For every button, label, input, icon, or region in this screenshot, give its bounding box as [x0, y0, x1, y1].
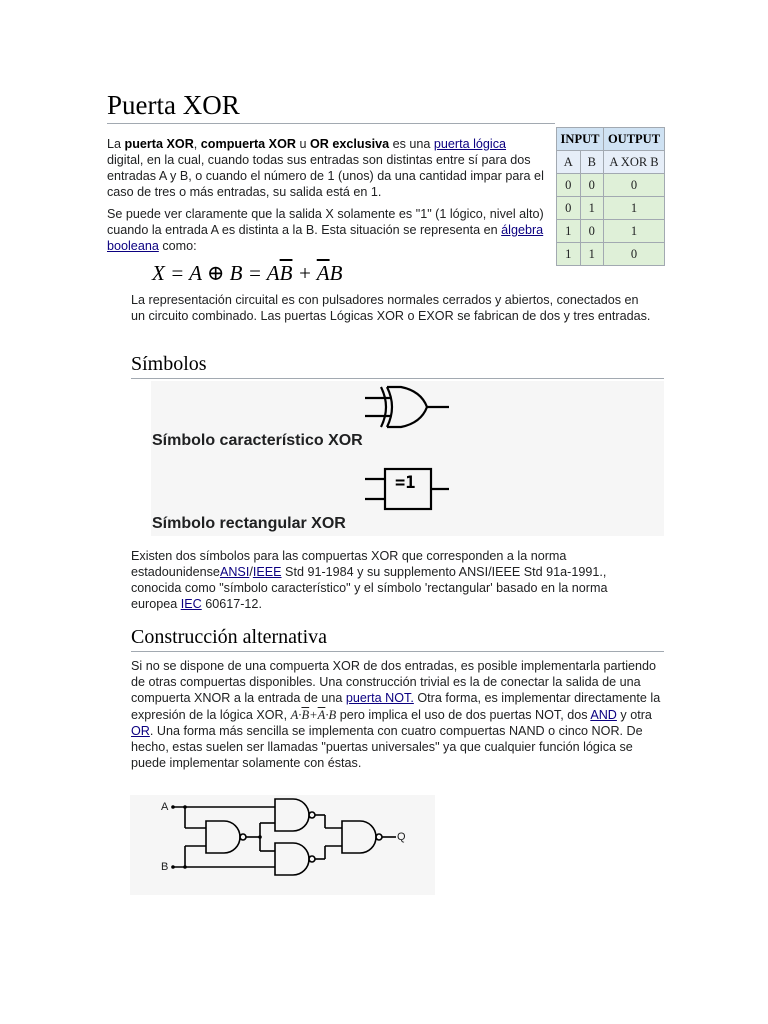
table-cell: 1 — [580, 243, 604, 266]
intro-text: digital, en la cual, cuando todas sus entradas son distintas entre sí para dos entradas A y B, o cuando el número de 1 (unos) da una cantidad impar para el caso de tres o más entradas, su salida está en 1. — [107, 153, 544, 199]
boolean-paragraph — [107, 206, 545, 254]
nand-circuit-diagram — [130, 795, 435, 895]
para-text: como: — [158, 239, 197, 253]
link-iec[interactable]: IEC — [180, 597, 202, 611]
section-heading-simbolos: Símbolos — [131, 353, 207, 375]
section-rule — [131, 378, 664, 379]
link-and[interactable]: AND — [590, 707, 617, 722]
table-cell: 1 — [580, 197, 604, 220]
table-cell: 0 — [580, 220, 604, 243]
table-cell: 1 — [604, 220, 665, 243]
table-cell: 0 — [557, 174, 581, 197]
table-cell: 1 — [557, 243, 581, 266]
circuit-label-q: Q — [397, 831, 406, 843]
table-header-input: INPUT — [557, 128, 604, 151]
intro-text: u — [295, 137, 310, 151]
link-or[interactable]: OR — [131, 723, 150, 738]
title-rule — [107, 123, 555, 124]
caption-rectangular: Símbolo rectangular XOR — [152, 515, 346, 532]
link-ieee[interactable]: IEEE — [252, 565, 282, 579]
truth-table — [556, 127, 665, 266]
table-row — [557, 243, 665, 266]
circuit-label-a: A — [161, 801, 169, 813]
intro-text: La — [107, 137, 125, 151]
para-text: Existen dos símbolos para las compuertas XOR que corresponden a la norma estadounidense — [131, 549, 567, 579]
link-ansi[interactable]: ANSI — [219, 565, 250, 579]
para-text: . Una forma más sencilla se implementa con cuatro compuertas NAND o cinco NOR. De hecho, estas suelen ser llamadas "puertas universales" ya que cualquier función lógica se puede implementar solamente con éstas. — [131, 723, 643, 771]
link-algebra-booleana[interactable]: álgebra booleana — [107, 223, 544, 253]
table-subheader: A XOR B — [604, 151, 665, 174]
para-text: pero implica el uso de dos puertas NOT, dos — [336, 707, 591, 722]
table-cell: 1 — [604, 197, 665, 220]
para-text: Otra forma, es implementar directamente la expresión de la lógica XOR, — [131, 691, 661, 722]
table-cell: 0 — [580, 174, 604, 197]
intro-paragraph — [107, 136, 545, 200]
symbols-box — [151, 381, 664, 536]
table-cell: 0 — [604, 243, 665, 266]
rect-symbol-label: =1 — [395, 473, 416, 493]
circuit-paragraph: La representación circuital es con pulsadores normales cerrados y abiertos, conectados en un circuito combinado. Las puertas Lógicas XOR o EXOR se fabrican de dos y tres entradas. — [131, 293, 651, 323]
intro-text: es una — [389, 137, 434, 151]
intro-bold-3: OR exclusiva — [310, 137, 390, 151]
table-cell: 0 — [557, 197, 581, 220]
para-text: y otra — [616, 707, 652, 722]
link-puerta-not[interactable]: puerta NOT. — [345, 691, 414, 706]
para-text: / — [249, 565, 253, 579]
intro-bold-2: compuerta XOR — [200, 137, 296, 151]
table-header-output: OUTPUT — [604, 128, 665, 151]
table-row — [557, 220, 665, 243]
intro-text: , — [193, 137, 201, 151]
xor-distinctive-symbol — [363, 383, 453, 431]
table-cell: 1 — [557, 220, 581, 243]
link-puerta-logica[interactable]: puerta lógica — [433, 137, 507, 151]
table-row — [557, 174, 665, 197]
table-subheader: A — [557, 151, 581, 174]
symbols-paragraph — [131, 548, 641, 612]
circuit-label-b: B — [161, 861, 169, 873]
para-text: Se puede ver claramente que la salida X solamente es "1" (1 lógico, nivel alto) cuando la entrada A es distinta a la B. Esta situación se representa en — [107, 207, 544, 237]
para-text: Std 91-1984 y su supplemento ANSI/IEEE Std 91a-1991., conocida como "símbolo característico" y el símbolo 'rectangular' basado en la norma europea — [131, 565, 608, 611]
nand-circuit-box — [130, 795, 435, 895]
section-heading-construccion: Construcción alternativa — [131, 626, 328, 648]
page-title: Puerta XOR — [107, 90, 240, 120]
table-subheader: B — [580, 151, 604, 174]
intro-bold-1: puerta XOR — [124, 137, 194, 151]
para-text: Si no se dispone de una compuerta XOR de dos entradas, es posible implementarla partiendo de otras compuertas disponibles. Una construcción trivial es la de conectar la salida de una compuerta XNOR a la entrada de una — [131, 659, 657, 706]
section-rule — [131, 651, 664, 652]
caption-distinctive: Símbolo característico XOR — [152, 432, 363, 449]
table-row — [557, 197, 665, 220]
table-cell: 0 — [604, 174, 665, 197]
construction-paragraph — [131, 658, 661, 771]
inline-formula: $A\cdot\overline{B}+\overline{A}\cdot B$ — [290, 707, 337, 722]
para-text: 60617-12. — [201, 597, 262, 611]
xor-formula: X = A ⊕ $B = A\overline{B} + \overline{A}B$ — [152, 261, 343, 285]
